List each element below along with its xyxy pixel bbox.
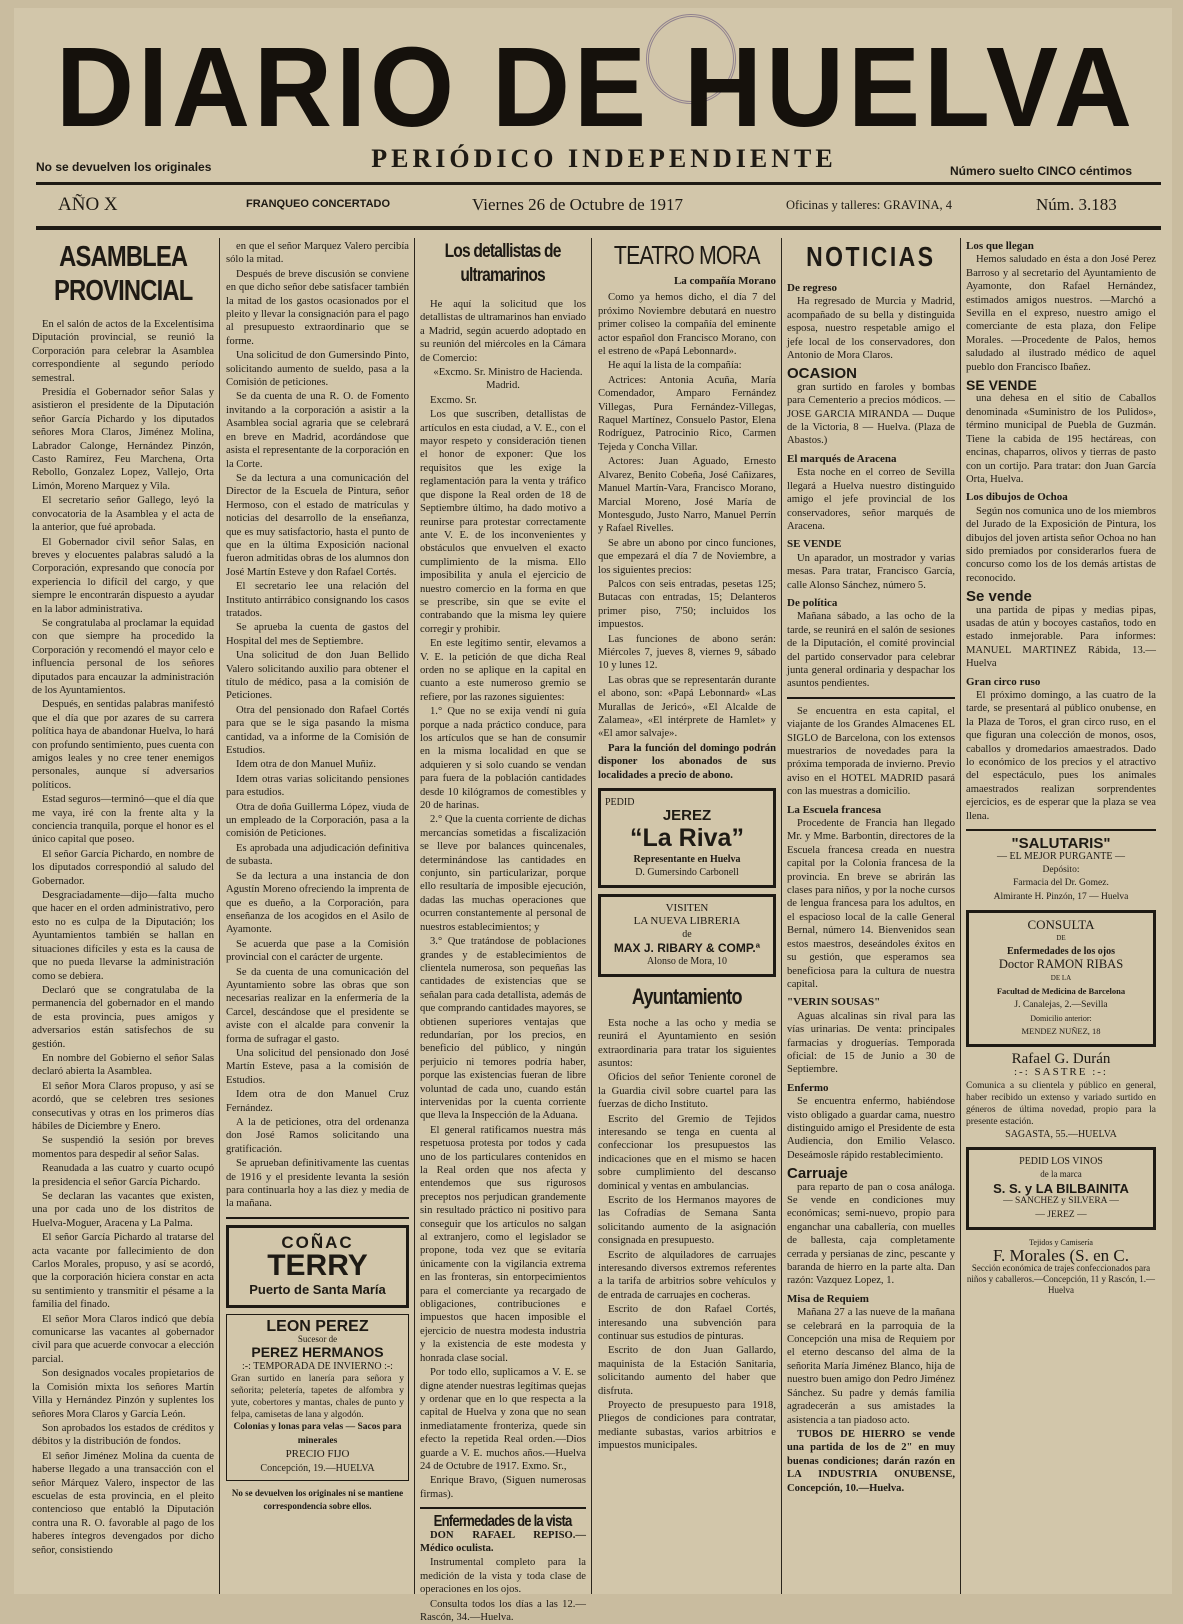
headline-detallistas: Los detallistas de ultramarinos [444,241,561,286]
ad-jerez-rep: Representante en Huelva [633,853,741,865]
ad-leon-price: PRECIO FIJO [285,1448,350,1461]
article-paragraph: Escrito del Gremio de Tejidos interesando se tenga en cuenta al confeccionar los presupuestos las indicaciones que en el mismo se hacen sobre cumplimiento del descanso dominical y ventas en ambulancias. [598,1113,776,1192]
article-paragraph: El general ratificamos nuestra más respetuosa protesta por todos y cada uno de los particulares contenidos en la Real orden que nos afecta y entendemos que sus rigurosos preceptos nos perjudican grandemente sin resultado práctico ni positivo para conseguir que los artículos no salgan al extranjero, como el legislador se propone, toda vez que se evitaría únicamente con la vigilancia extrema en las fronteras, sin entorpecimientos para el comerciante ya recargado de obligaciones, contribuciones e impuestos que hacen imposible el ejercicio de nuestra modesta industria y la existencia de este modesta y honrada clase social. [420,1124,586,1364]
separator [420,1507,586,1509]
article-paragraph: Se da lectura a una instancia de don Agustín Moreno ofreciendo la imprenta de que es dueño, a la Corporación, para enseñanza de los acogidos en el Asilo de Ayamonte. [226,870,409,936]
vista-body: Instrumental completo para la medición de la vista y toda clase de operaciones en los ojos. [420,1557,586,1596]
ad-duran-addr: SAGASTA, 55.—HUELVA [1005,1128,1117,1140]
article-paragraph: Declaró que se congratulaba de la permanencia del gobernador en el mando de esta provincia, pues amigos y adversarios están satisfechos de su gestión. [32,984,214,1050]
article-paragraph: 1.° Que no se exija vendí ni guía porque a nada práctico conduce, para los artículos que se han de consumir en la misma localidad en que se adquieren y si solo cuando se vendan para fuera de la población cantidades desde 10 kilógramos de comestibles y 20 de harinas. [420,706,586,812]
ad-libreria-l3: de [682,929,692,941]
article-paragraph: A la de peticiones, otra del ordenanza don José Ramos solicitando una gratificación. [226,1117,409,1155]
ad-consulta-addr: J. Canalejas, 2.—Sevilla [1014,999,1108,1010]
ad-libreria-l2: LA NUEVA LIBRERIA [633,915,741,928]
bottom-rule [36,226,1161,230]
separator [787,697,955,699]
ad-consulta-fac: Facultad de Medicina de Barcelona [996,986,1126,997]
article-paragraph: En este legítimo sentir, elevamos a V. E. la petición de que dicha Real orden no se aplique en la capital en cuanto a este numeroso gremio se refiere, por las razones siguientes: [420,638,586,703]
article-paragraph: Idem otra de don Manuel Muñiz. [236,759,377,771]
ad-jerez-brand: “La Riva” [630,823,744,852]
article-paragraph: Por todo ello, suplicamos a V. E. se digne atender nuestras legítimas quejas y ordenar que en lo que respecta a la capital de Huelva y zona que no sean inmediatamente fronteriza, quede sin efecto la repetida Real orden.—Dios guarde a V. E. muchos años.—Huelva 24 de Octubre de 1917. Exmo. Sr., [420,1367,586,1472]
ad-salutaris-addr: Almirante H. Pinzón, 17 — Huelva [993,891,1129,902]
ad-consulta-ojos [966,910,1156,1047]
article-paragraph: Otra del pensionado don Rafael Cortés para que se le siga pasando la misma cantidad, va a informe de la Comisión de Estudios. [226,704,409,757]
article-paragraph: Se aprueban definitivamente las cuentas de 1916 y el presidente levanta la sesión para continuarla hoy a las diez y media de la mañana. [226,1158,409,1210]
ad-cognac-terry [226,1225,409,1308]
article-paragraph: Para la función del domingo podrán disponer los abonados de sus localidades a precio de abono. [598,742,776,781]
article-paragraph: Estad seguros—terminó—que el día que me vaya, iré con la frente alta y la conciencia tranquila, porque el honor es el único capital que poseo. [32,794,214,846]
news-text: gran surtido en faroles y bombas para Cementerio a precios módicos. — JOSE GARCIA MIRANDA — Duque de la Victoria, 8 — Huelva. (Plaza de Abastos.) [787,381,955,447]
news-text: una dehesa en el sitio de Caballos denominada «Suministro de los Pulidos», término municipal de Puebla de Guzmán. Tiene la cabida de 195 hectáreas, con encinas, chaparros, olivos y tierras de pasto con un cortijo. Para tratar: don Juan García Orta, Huelva. [966,393,1156,485]
article-paragraph: El señor Mora Claros propuso, y así se acordó, que se celebren tres sesiones consecutivas y otras en los primeros días hábiles de Diciembre y Enero. [32,1080,214,1132]
ad-libreria-l4: MAX J. RIBARY & COMP.ª [613,940,761,955]
article-paragraph: Como ya hemos dicho, el día 7 del próximo Noviembre debutará en nuestro primer coliseo la compañía del eminente actor español don Francisco Morano, con el estreno de «Papá Lebonnard». [598,292,776,358]
ad-morales-pre: Tejidos y Camisería [1029,1238,1093,1247]
ad-leon-sub: Sucesor de [297,1334,338,1345]
ad-leon-name: LEON PEREZ [266,1317,369,1335]
news-title: Los que llegan [966,240,1034,252]
column-rule [219,238,220,1594]
ad-leon-perez [226,1314,409,1481]
news-text: Un aparador, un mostrador y varias mesas. Para tratar, Francisco García, calle Alonso Sánchez, número 5. [787,552,955,591]
news-title: Los dibujos de Ochoa [966,491,1068,504]
news-text: para reparto de pan o cosa análoga. Se vende en condiciones muy económicas; semi-nuevo, propio para enganchar una caballería, con muelles de ballesta, caja completamente cerrada y persianas de zinc, pescante y baranda de hierro en la parte alta. Dan razón: Vazquez Lopez, 1. [787,1181,955,1287]
article-paragraph: He aquí la lista de la compañía: [608,360,742,372]
ayuntamiento-title: Ayuntamiento [632,983,742,1009]
article-paragraph: Una solicitud de don Juan Bellido Valero solicitando auxilio para obtener el título de médico, pasa a la comisión de Peticiones. [226,650,409,702]
column-rule [591,238,592,1594]
article-paragraph: Desgraciadamente—dijo—falta mucho que hacer en el orden administrativo, pero esto no es culpa de la Diputación; los Ayuntamientos también se hallan en situaciones difíciles y esta es la causa de que no pueda llevarse la administración como se debiera. [32,890,214,982]
news-title: Misa de Requiem [787,1292,869,1305]
vista-doctor: DON RAFAEL REPISO.—Médico oculista. [420,1529,586,1554]
article-paragraph: En nombre del Gobierno el señor Salas declaró abierta la Asamblea. [32,1052,214,1078]
news-text: Hemos saludado en ésta a don José Perez Barroso y al secretario del Ayuntamiento de Ayamonte, don Rafael Hernández, estimados amigos nuestros. —Marchó a Sevilla en el expreso, nuestro amigo el comerciante de esta plaza, don Felipe Morales. —Procedente de Palos, hemos saludado al ilustrado médico de aquel pueblo don Francisco Ibañez. [966,254,1156,373]
article-paragraph: El señor Jiménez Molina da cuenta de haberse llegado a una transacción con el señor Márquez Valero, inspector de las escuelas de esta provincia, en el pleito contencioso que entabló la Diputación contra una R. O. favorable al pago de los haberes íntegros devengados por dicho señor, consistiendo [32,1450,214,1556]
ad-consulta-prev-addr: MENDEZ NUÑEZ, 18 [1021,1026,1101,1037]
article-paragraph: Idem otras varias solicitando pensiones para estudios. [226,773,409,799]
article-paragraph: Proyecto de presupuesto para 1918, Pliegos de condiciones para contratar, mediante subastas, varios arbitrios e impuestos municipales. [598,1400,776,1452]
article-paragraph: Es aprobada una adjudicación definitiva de subasta. [226,842,409,868]
news-title: Gran circo ruso [966,675,1041,688]
masthead-subtitle: PERIÓDICO INDEPENDIENTE [371,144,837,173]
ad-jerez-label: JEREZ [662,807,712,825]
ad-vinos-l5: — JEREZ — [1035,1209,1087,1220]
article-paragraph: Actrices: Antonia Acuña, María Comendador, Amparo Fernández Villegas, Pura Fernández-Villegas, Raquel Martínez, Consuelo Pastor, Elena Rodríguez, Patrocinio Rico, Carmen Tejeda y Concha Villar. [598,374,776,453]
ad-libreria [598,894,776,977]
ad-consulta-title: CONSULTA [1027,917,1095,933]
column-detallistas [420,240,586,1623]
ad-salutaris-dep: Depósito: [1042,864,1080,875]
article-paragraph: Después de breve discusión se conviene en que dicho señor debe satisfacer también la mitad de los gastos ocasionados por el pleito y llevar la consignación para el pago al presupuesto extraordinario que se forme. [226,268,409,347]
ad-leon-extra: Colonias y lonas para velas — Sacos para minerales [233,1422,402,1446]
ad-vinos-l1: PEDID LOS VINOS [1019,1155,1103,1167]
article-paragraph: Enrique Bravo, (Siguen numerosas firmas). [420,1475,586,1500]
column-teatro [598,240,776,1594]
postage-label: FRANQUEO CONCERTADO [246,198,391,210]
news-text: Mañana sábado, a las ocho de la tarde, se reunirá en el salón de sesiones de la Diputación, el comité provincial del partido conservador para celebrar junta general ordinaria y despachar los asuntos pendientes. [787,611,955,690]
article-paragraph: El señor García Pichardo al tratarse del acta vacante por fallecimiento de don Carlos Morales, propuso, y así se acordó, que la corporación hiciera constar en acta su sentimiento y transmitir el pésame a la familia del finado. [32,1232,214,1311]
masthead-title: DIARIO DE HUELVA [55,22,1137,150]
ad-duran-text: Comunica a su clientela y público en general, haber recibido un extenso y variado surtido en géneros de última novedad, propio para la presente estación. [966,1080,1156,1127]
ad-morales [966,1236,1156,1296]
originals-note: No se devuelven los originales [36,160,212,174]
article-paragraph: Los que suscriben, detallistas de artículos en esta ciudad, a V. E., con el mayor respeto y consideración tienen el honor de exponer: Que los requisitos que les exige la reglamentación para la venta y tráfico que dispone la Real orden de 18 de Septiembre último, ha dado motivo a reunirse para protestar correctamente ante V. E. de los inconvenientes y obstáculos que envuelven el exacto cumplimiento de la misma. Ello imposibilita y anula el ejercicio de nuestro comercio en la forma en que se prescribe, sin que se evite el contrabando que la misma ley quiere corregir y prohibir. [420,409,586,635]
article-paragraph: Escrito de don Rafael Cortés, interesando una subvención para continuar sus estudios de pinturas. [598,1304,776,1343]
news-title: De política [787,596,838,609]
ad-morales-text: Sección económica de trajes confeccionados para niños y caballeros.—Concepción, 11 y Rascón, 1.—Huelva [966,1262,1156,1295]
news-text: Se encuentra en esta capital, el viajante de los Grandes Almacenes EL SIGLO de Barcelona, con los extensos muestrarios de novedades para la próxima temporada de invierno. Previo aviso en el HOTEL MADRID pasará con las muestras a domicilio. [787,705,955,798]
article-paragraph: Presidía el Gobernador señor Salas y asistieron el presidente de la Diputación señor García Pichardo y los diputados señores Mora Claros, Jiménez Molina, Labrador Calonge, Hernández Pinzón, Casto Ramírez, Feu Marchena, Orta Rebollo, Gonzalez Lopez, Vallejo, Orta Limón, Moreno Marquez y Vila. [32,387,214,492]
vista-title: Enfermedades de la vista [434,1513,572,1531]
article-paragraph: Las funciones de abono serán: Miércoles 7, jueves 8, viernes 9, sábado 10 y lunes 12. [598,633,776,672]
ad-salutaris-title: "SALUTARIS" [1011,835,1111,853]
column-asamblea-cont [226,240,409,1594]
news-text: Mañana 27 a las nueve de la mañana se celebrará en la parroquia de la Concepción una misa de Requiem por el eterno descanso del alma de la señorita María Jiménez Blanco, hija de nuestro buen amigo don Pedro Jiménez Sánchez. Su padre y demás familia agradecerán a sus amistades la asistencia a tan piadoso acto. [787,1307,955,1426]
article-paragraph: Oficios del señor Teniente coronel de la Guardia civil sobre cuartel para las fuerzas de dicho Instituto. [598,1072,776,1111]
ad-vinos [966,1147,1156,1230]
ad-leon-season: :-: TEMPORADA DE INVIERNO :-: [242,1360,393,1372]
article-paragraph: Se da cuenta de una comunicación del Ayuntamiento sobre las obras que son necesarias realizar en la enfermería de la Carcel, descándose que el presidente se aviste con el alcalde para convenir la forma de sufragar el gasto. [226,966,409,1045]
article-paragraph: Se da cuenta de una R. O. de Fomento invitando a la corporación a asistir a la Asamblea social agraria que se celebrará en breve en Madrid, acordándose que asista el representante de la corporación en la Corte. [226,391,409,470]
article-paragraph: Esta noche a las ocho y media se reunirá el Ayuntamiento en sesión extraordinaria para tratar los siguientes asuntos: [598,1017,776,1069]
article-paragraph: 3.° Que tratándose de poblaciones grandes y de establecimientos de clientela numerosa, son pequeñas las cantidades de existencias que se señalan para cada detallista, además de que comprando cantidades mayores, se obtienen superiores ventajas que redundarían, por los precios, en beneficio del público, y ningún perjuicio ni temores podría haber, porque las existencias fueran de libre voluntad de cada uno, cuando están intervenidas por la cuenta corriente que lleva la Inspección de la Aduana. [420,936,586,1122]
ad-consulta-spec: Enfermedades de los ojos [1006,945,1116,957]
news-title: De regreso [787,282,837,294]
ad-cognac-place: Puerto de Santa María [249,1282,386,1298]
column-rule [960,238,961,1594]
article-paragraph: Se declaran las vacantes que existen, una por cada uno de los distritos de Huelva-Moguer, Aracena y La Palma. [32,1191,214,1229]
headline-noticias: NOTICIAS [806,241,936,272]
ad-jerez-pedid: PEDID [605,797,635,809]
ad-duran-name: Rafael G. Durán [1011,1050,1111,1067]
news-text: Aguas alcalinas sin rival para las vías urinarias. De venta: principales farmacias y droguerías. Temporada oficial: de 15 de Junio a 30 de Septiembre. [787,1010,955,1076]
article-paragraph: El Gobernador civil señor Salas, en breves y elocuentes palabras saludó a la Corporación, expresando que conocía por experiencia lo difícil del cargo, y que siempre le encontrarán dispuesto a ayudar en la labor administrativa. [32,536,214,615]
news-title: "VERIN SOUSAS" [787,996,881,1009]
article-paragraph: Palcos con seis entradas, pesetas 125; Butacas con entradas, 15; Delanteros primer piso, 7'50; incluidos los impuestos. [598,578,776,631]
ad-libreria-l5: Alonso de Mora, 10 [647,956,727,968]
ad-cognac-brand: TERRY [267,1249,368,1283]
article-paragraph: Se aprueba la cuenta de gastos del Hospital del mes de Septiembre. [226,622,409,647]
column-rule [781,238,782,1594]
ad-jerez-lariva [598,788,776,888]
top-rule [36,182,1161,185]
ad-leon-body: Gran surtido en lanería para señora y señorita; peletería, tapetes de alfombra y yute, cobertores y mantas, chales de punto y felpa, camisetas de lana y algodón. [231,1374,404,1421]
newspaper-page [14,8,1172,1623]
article-paragraph: Escrito de alquiladores de carruajes interesando diversos extremos referentes a la tarifa de arbitrios sobre vehículos y de entrada de carruajes en cocheras. [598,1249,776,1301]
news-title: Se vende [966,588,1032,606]
article-paragraph: 2.° Que la cuenta corriente de dichas mercancías sometidas a fiscalización se lleve por balances quincenales, determinándose las cantidades en conjunto, sin particularizar, porque ello resultaría de imposible ejecución, dadas las muchas operaciones que ocurren constantemente al personal de nuestros establecimientos; y [420,814,586,933]
ad-leon-firm: PEREZ HERMANOS [251,1344,384,1361]
article-paragraph: He aquí la solicitud que los detallistas de ultramarinos han enviado a Madrid, según acuerdo adoptado en su reunión del miércoles en la Cámara de Comercio: [420,299,586,364]
news-title: Carruaje [787,1165,848,1183]
article-paragraph: Reanudada a las cuatro y cuarto ocupó la presidencia el señor García Pichardo. [32,1163,214,1188]
ad-salutaris-farm: Farmacia del Dr. Gomez. [1013,878,1109,889]
article-paragraph: El señor Mora Claros indicó que debía comunicarse las vacantes al gobernador civil para que acuerde convocar a elección parcial. [32,1313,214,1365]
ad-duran [966,1050,1156,1141]
year-label: AÑO X [58,194,118,215]
article-paragraph: Idem otra de don Manuel Cruz Fernández. [226,1089,409,1114]
separator [226,1217,409,1219]
separator [966,829,1156,831]
article-paragraph: Son aprobados los estados de créditos y débitos y la distribución de fondos. [32,1422,214,1448]
issue-date: Viernes 26 de Octubre de 1917 [472,195,683,214]
ad-vinos-l4: — SANCHEZ y SILVERA — [1003,1196,1119,1207]
column-rule [414,238,415,1594]
article-paragraph: El secretario señor Gallego, leyó la convocatoria de la Asamblea y el acta de la anterior, que fué aprobada. [32,495,214,534]
news-text: Se encuentra enfermo, habiéndose visto obligado a guardar cama, nuestro distinguido amigo el Presidente de esta Audiencia, don Emilio Velasco. Deseámosle rápido restablecimiento. [787,1096,955,1161]
article-paragraph: Se acuerda que pase a la Comisión provincial con el carácter de urgente. [226,938,409,964]
news-title: Enfermo [787,1081,829,1094]
ad-libreria-l1: VISITEN [665,901,709,914]
headline-asamblea: ASAMBLEA PROVINCIAL [53,241,193,307]
article-paragraph: Otra de doña Guillerma López, viuda de un empleado de la Corporación, pasa a la comisión de Peticiones. [226,801,409,840]
article-paragraph: Actores: Juan Aguado, Ernesto Alvarez, Benito Cobeña, José Cañizares, Manuel Martín-Vara, Francisco Morano, Marcial Moreno, José María de Montesgudo, Justo Narro, Manuel Perrín y Rafael Rivelles. [598,456,776,535]
news-title: OCASION [787,365,858,383]
news-text: Esta noche en el correo de Sevilla llegará a Huelva nuestro distinguido amigo el jefe provincial de los conservadores, señor marqués de Aracena. [787,467,955,532]
ad-vinos-l2: de la marca [1040,1169,1082,1180]
article-paragraph: en que el señor Marquez Valero percibía sólo la mitad. [226,241,409,266]
news-title: El marqués de Aracena [787,452,897,465]
ad-leon-address: Concepción, 19.—HUELVA [260,1462,375,1474]
article-paragraph: «Excmo. Sr. Ministro de Hacienda. Madrid. [433,367,583,392]
article-paragraph: Las obras que se representarán durante el abono, son: «Papá Lebonnard» «Las Murallas de Jericó», «El Alcalde de Zalamea», «El intérprete de Hamlet» y «El amor salvaje». [598,674,776,740]
ad-cognac-line1: COÑAC [281,1232,354,1252]
footer-note: No se devuelven los originales ni se mantiene correspondencia sobre ellos. [231,1487,404,1512]
news-text: El próximo domingo, a las cuatro de la tarde, se presentará al público onubense, en la Plaza de Toros, el gran circo ruso, en el que figuran una colección de monos, osos, caballos y dromedarios amaestrados. Dado lo económico de los precios y el atractivo del espectáculo, pues los animales amaestrados realizan sorprendentes ejercicios, es de esperar que la plaza se vea llena. [966,690,1156,822]
article-paragraph: Escrito de los Hermanos mayores de las Cofradías de Semana Santa solicitando aumento de la asignación consignada en presupuesto. [598,1194,776,1247]
news-title: SE VENDE [966,377,1037,394]
article-paragraph: Se congratulaba al proclamar la equidad con que siempre ha procedido la Corporación y recomendó el mayor celo e influencia personal de los señores diputados para encauzar la administración de los Ayuntamientos. [32,617,214,696]
ad-consulta-doctor: Doctor RAMON RIBAS [998,957,1124,972]
news-title: SE VENDE [787,538,842,551]
article-paragraph: Son designados vocales propietarios de la Comisión mixta los señores Martín Villa y Hernández Pinzón y suplentes los señores Mora Claros y García León. [32,1368,214,1420]
article-paragraph: Se da lectura a una comunicación del Director de la Escuela de Pintura, señor Hermoso, con el estado de matrículas y noticias del desarrollo de la enseñanza, que es muy satisfactorio, hasta el punto de que en la última Exposición nacional fueron admitidas obras de los alumnos don José Martín Esteve y don Rafael Cortés. [226,472,409,578]
article-paragraph: Después, en sentidas palabras manifestó que el día que por azares de su carrera política haya de abandonar Huelva, lo hará con profundo sentimiento, pues cuenta con amigos leales y no cree tener enemigos personales, aunque sí adversarios políticos. [32,699,214,791]
ad-consulta-dela: DE LA [1050,973,1072,982]
news-text: una partida de pipas y medias pipas, usadas de atún y bocoyes castaños, todo en estado inmejorable. Para informes: MANUEL MARTINEZ Rábida, 13.—Huelva [966,604,1156,670]
column-sociales [966,240,1156,1594]
news-text: Según nos comunica uno de los miembros del Jurado de la Exposición de Pintura, los dibujos del joven artista señor Ochoa no han sido premiados por considerarlos fuera de concurso como los de los demás artistas de reconocido. [966,505,1156,584]
article-paragraph: Una solicitud del pensionado don José Martín Esteve, pasa a la comisión de Estudios. [226,1047,409,1086]
ad-salutaris-sub: — EL MEJOR PURGANTE — [997,851,1125,863]
offices-label: Oficinas y talleres: GRAVINA, 4 [786,198,953,212]
news-title: La Escuela francesa [787,803,882,816]
dateline [36,192,1161,228]
issue-number: Núm. 3.183 [1036,195,1117,214]
article-paragraph: Se suspendió la sesión por breves momentos para despedir al señor Salas. [32,1135,214,1160]
article-paragraph: Excmo. Sr. [430,394,477,406]
article-paragraph: Se abre un abono por cinco funciones, que empezará el día 7 de Noviembre, a los siguientes precios: [598,537,776,576]
ad-consulta-prev: Domicilio anterior: [1030,1013,1092,1023]
news-text: TUBOS DE HIERRO se vende una partida de los de 2" en muy buenas condiciones; darán razón en LA INDUSTRIA ONUBENSE, Concepción, 10.—Huelva. [787,1428,955,1494]
article-paragraph: En el salón de actos de la Excelentísima Diputación provincial, se reunió la Corporación para celebrar la Asamblea correspondiente al segundo período semestral. [32,319,214,384]
price-note: Número suelto CINCO céntimos [949,164,1132,178]
vista-hours: Consulta todos los días a las 12.—Rascón, 34.—Huelva. [420,1598,586,1623]
column-asamblea [32,240,214,1594]
ad-vinos-l3: S. S. y LA BILBAINITA [993,1180,1129,1196]
ad-duran-trade: :-: SASTRE :-: [1013,1066,1108,1079]
article-paragraph: Escrito de don Juan Gallardo, maquinista de la Estación Sanitaria, solicitando aumento del haber que disfruta. [598,1345,776,1397]
ad-jerez-name: D. Gumersindo Carbonell [635,867,739,879]
article-paragraph: Una solicitud de don Gumersindo Pinto, solicitando aumento de sueldo, pasa a la Comisión de peticiones. [226,350,409,389]
article-paragraph: El secretario lee una relación del Instituto antirrábico consignando los casos tratados. [226,581,409,619]
ad-consulta-de: DE [1056,933,1066,942]
headline-teatro: TEATRO MORA [614,240,760,270]
news-text: Procedente de Francia han llegado Mr. y Mme. Barbontin, directores de la Escuela francesa creada en nuestra capital por la Colonia francesa de la provincia. En breve se abrirán las clases para niños, y por la noche cursos de lengua francesa para los adultos, en el espacioso local de la calle General Bernal, número 14. Bienvenidos sean estos maestros, deseándoles éxitos en su gestión, que esperamos sea beneficiosa para la cultura de nuestra capital. [787,818,955,990]
ad-morales-name: F. Morales (S. en C. [992,1246,1130,1266]
column-noticias [787,240,955,1594]
news-text: Ha regresado de Murcia y Madrid, acompañado de su bella y distinguida esposa, nuestro respetable amigo el jefe local de los conservadores, don Antonio de Mora Claros. [787,296,955,362]
teatro-sub: La compañía Morano [673,275,776,287]
article-paragraph: El señor García Pichardo, en nombre de los diputados correspondió al saludo del Gobernador. [32,848,214,887]
ad-salutaris [966,837,1156,904]
